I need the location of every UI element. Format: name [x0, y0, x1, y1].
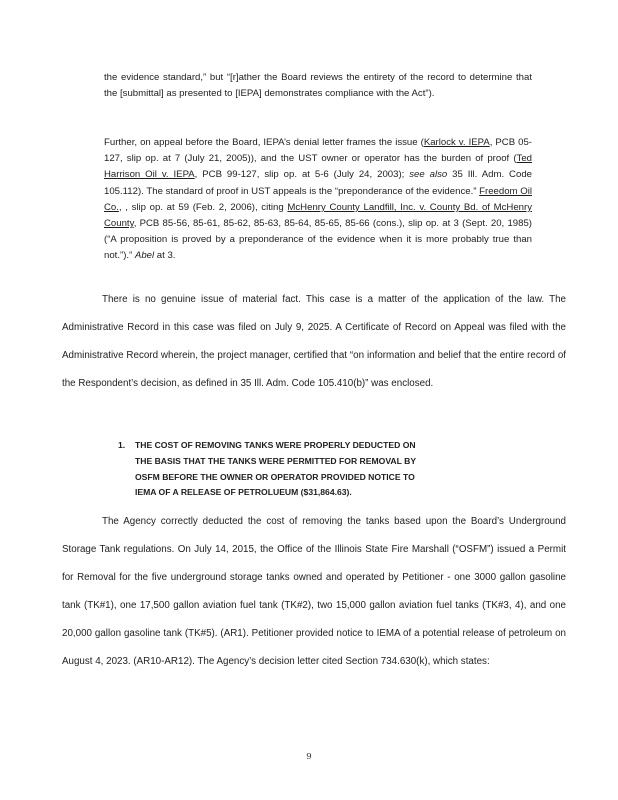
signal-see-also: see also: [409, 169, 448, 181]
section-number: 1.: [118, 440, 126, 450]
paragraph-text: There is no genuine issue of material fact. This case is a matter of the application of the law. The Administrative Record in this case was filed on July 9, 2025. A Certificate of Record on Appeal was filed with the Administrative Record wherein, the project manager, certified that “on information and belief that the entire record of the Respondent’s decision, as defined in 35 Ill. Adm. Code 105.410(b)” was enclosed.: [62, 294, 566, 389]
case-citation-ted-harrison: Ted Harrison Oil v. IEPA: [104, 153, 532, 181]
quote-text-3: , PCB 99-127, slip op. at 5-6 (July 24, 2003);: [194, 169, 410, 181]
quote-text-7: at 3.: [154, 250, 176, 262]
quote-text-2: , PCB 05-127, slip op. at 7 (July 21, 2005)), and the UST owner or operator has the burden of proof (: [104, 137, 532, 165]
quote-text-5: , , slip op. at 59 (Feb. 2, 2006), citing: [118, 201, 288, 213]
paragraph-agency-deduction: [62, 508, 566, 676]
paragraph-text: The Agency correctly deducted the cost of removing the tanks based upon the Board’s Underground Storage Tank regulations. On July 14, 2015, the Office of the Illinois State Fire Marshall (“OSFM”) issued a Permit for Removal for the five underground storage tanks owned and operated by Petitioner - one 3000 gallon gasoline tank (TK#1), one 17,500 gallon aviation fuel tank (TK#2), two 15,000 gallon aviation fuel tanks (TK#3, 4), and one 20,000 gallon gasoline tank (TK#5). (AR1). Petitioner provided notice to IEMA of a potential release of petroleum on August 4, 2023. (AR10-AR12). The Agency’s decision letter cited Section 734.630(k), which states:: [62, 516, 566, 667]
block-quote-burden-of-proof: [104, 135, 532, 265]
section-heading-1: [118, 438, 418, 501]
section-heading-text: THE COST OF REMOVING TANKS WERE PROPERLY DEDUCTED ON THE BASIS THAT THE TANKS WERE PERMITTED FOR REMOVAL BY OSFM BEFORE THE OWNER OR OPERATOR PROVIDED NOTICE TO IEMA OF A RELEASE OF PETROLUEUM ($31,864.63).: [135, 440, 416, 498]
quote-text-4: 35 Ill. Adm. Code 105.112). The standard of proof in UST appeals is the “preponderance of the evidence.”: [104, 169, 532, 197]
quote-text-6: , PCB 85-56, 85-61, 85-62, 85-63, 85-64, 85-65, 85-66 (cons.), slip op. at 3 (Sept. 20, 1985) (“A proposition is proved by a preponderance of the evidence when it is more probably true than not.”).”: [104, 218, 532, 262]
block-quote-standard-of-review: the evidence standard,” but “[r]ather the Board reviews the entirety of the record to determine that the [submittal] as presented to [IEPA] demonstrates compliance with the Act”).: [104, 72, 532, 100]
case-citation-freedom-oil: Freedom Oil Co.: [104, 185, 532, 213]
case-citation-mchenry: McHenry County Landfill, Inc. v. County Bd. of McHenry County: [104, 201, 532, 230]
quote-text-1: Further, on appeal before the Board, IEPA’s denial letter frames the issue (: [104, 137, 424, 148]
case-citation-karlock: Karlock v. IEPA: [423, 137, 490, 148]
case-citation-abel: Abel: [134, 250, 155, 262]
page-number: 9: [306, 752, 312, 762]
paragraph-no-genuine-issue: [62, 286, 566, 398]
